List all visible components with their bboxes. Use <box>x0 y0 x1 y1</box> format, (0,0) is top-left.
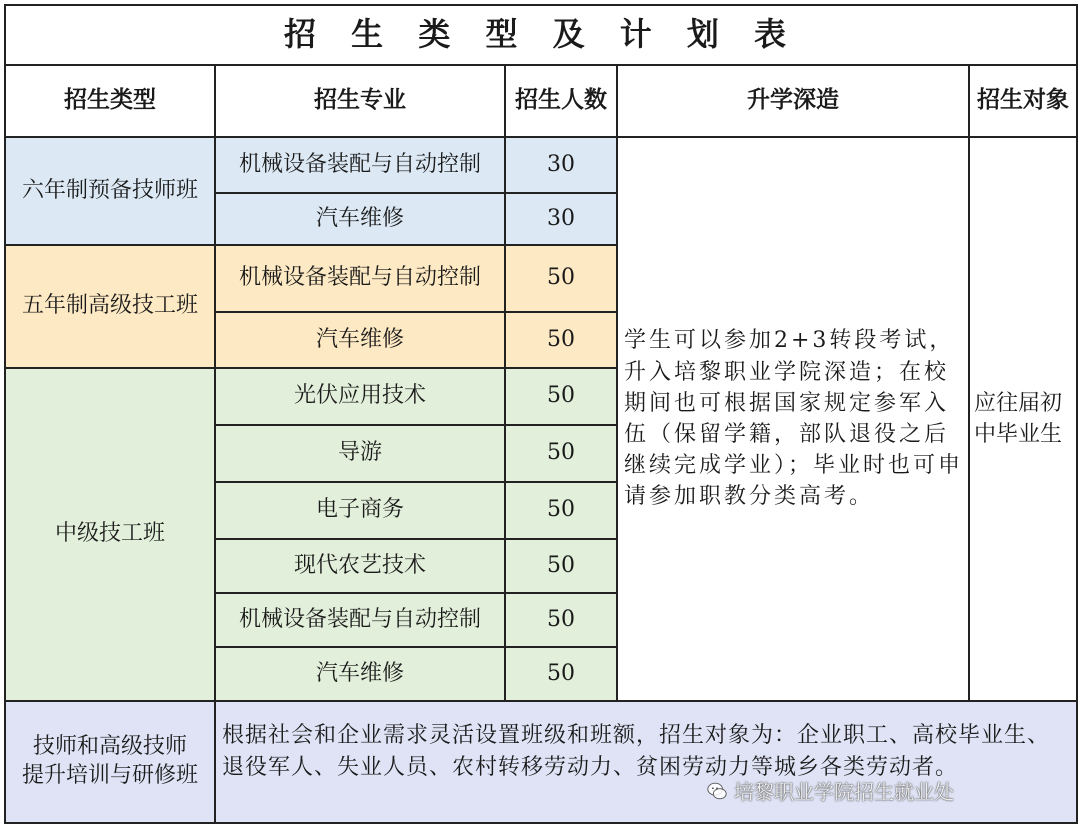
training-description: 根据社会和企业需求灵活设置班级和班额，招生对象为：企业职工、高校毕业生、退役军人、失业人员、农村转移劳动力、贫困劳动力等城乡各类劳动者。 <box>215 701 1077 823</box>
wechat-icon <box>706 780 728 802</box>
type-training-line1: 技师和高级技师 <box>32 734 187 760</box>
major-cell: 现代农艺技术 <box>215 539 505 593</box>
type-intermediate: 中级技工班 <box>5 368 215 701</box>
count-cell: 50 <box>505 368 617 425</box>
count-cell: 50 <box>505 647 617 701</box>
header-major: 招生专业 <box>215 65 505 137</box>
type-five-year: 五年制高级技工班 <box>5 245 215 368</box>
header-count: 招生人数 <box>505 65 617 137</box>
major-cell: 机械设备装配与自动控制 <box>215 245 505 312</box>
count-cell: 50 <box>505 539 617 593</box>
major-cell: 机械设备装配与自动控制 <box>215 593 505 647</box>
header-path: 升学深造 <box>617 65 969 137</box>
major-cell: 光伏应用技术 <box>215 368 505 425</box>
enrollment-plan-table <box>4 4 1078 824</box>
major-cell: 导游 <box>215 425 505 482</box>
watermark <box>706 776 954 805</box>
target-text: 应往届初中毕业生 <box>969 137 1077 701</box>
count-cell: 50 <box>505 593 617 647</box>
count-cell: 50 <box>505 482 617 539</box>
table-title: 招 生 类 型 及 计 划 表 <box>5 5 1077 65</box>
major-cell: 电子商务 <box>215 482 505 539</box>
type-six-year: 六年制预备技师班 <box>5 137 215 245</box>
count-cell: 50 <box>505 245 617 312</box>
count-cell: 30 <box>505 137 617 193</box>
count-cell: 30 <box>505 193 617 245</box>
count-cell: 50 <box>505 312 617 368</box>
header-target: 招生对象 <box>969 65 1077 137</box>
major-cell: 汽车维修 <box>215 312 505 368</box>
count-cell: 50 <box>505 425 617 482</box>
watermark-text: 培黎职业学院招生就业处 <box>734 780 954 804</box>
major-cell: 机械设备装配与自动控制 <box>215 137 505 193</box>
further-study-text: 学生可以参加2+3转段考试，升入培黎职业学院深造；在校期间也可根据国家规定参军入伍（保留学籍，部队退役之后继续完成学业）；毕业时也可申请参加职教分类高考。 <box>617 137 969 701</box>
type-training <box>5 701 215 823</box>
major-cell: 汽车维修 <box>215 647 505 701</box>
header-type: 招生类型 <box>5 65 215 137</box>
type-training-line2: 提升培训与研修班 <box>21 763 198 788</box>
major-cell: 汽车维修 <box>215 193 505 245</box>
